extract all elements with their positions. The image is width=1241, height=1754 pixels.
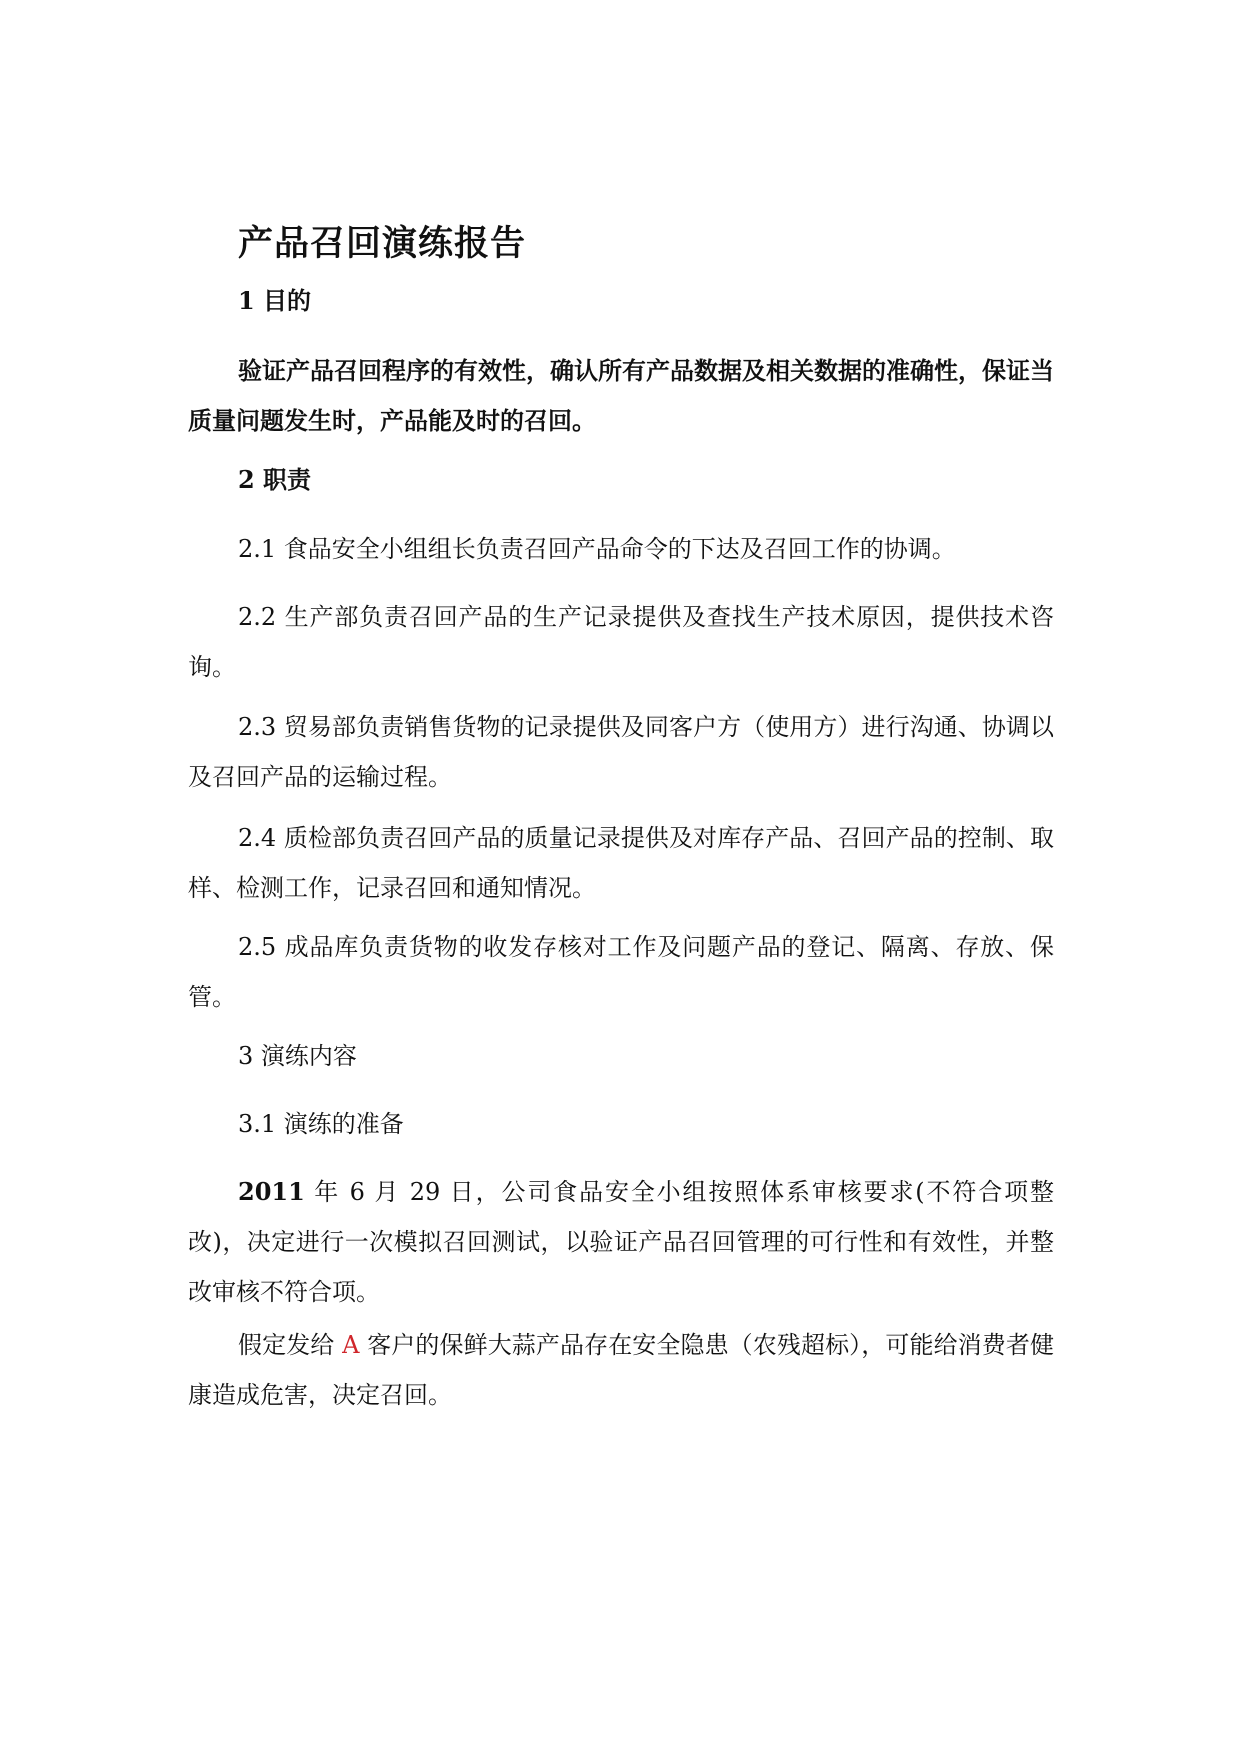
duty-item-2-4: 2.4 质检部负责召回产品的质量记录提供及对库存产品、召回产品的控制、取样、检测工作，记录召回和通知情况。 bbox=[188, 824, 1054, 902]
preparation-paragraph bbox=[188, 1167, 1054, 1317]
duty-item-2-1: 2.1 食品安全小组组长负责召回产品命令的下达及召回工作的协调。 bbox=[238, 535, 956, 563]
client-highlight: A bbox=[342, 1331, 360, 1359]
section-3-heading: 3 演练内容 bbox=[238, 1042, 357, 1070]
preparation-year: 2011 bbox=[238, 1177, 305, 1206]
scenario-text-after: 客户的保鲜大蒜产品存在安全隐患（农残超标），可能给消费者健康造成危害，决定召回。 bbox=[188, 1331, 1054, 1409]
scenario-paragraph bbox=[188, 1320, 1054, 1420]
duty-item-2-2: 2.2 生产部负责召回产品的生产记录提供及查找生产技术原因，提供技术咨询。 bbox=[188, 603, 1054, 681]
section-1-heading: 1 目的 bbox=[238, 286, 312, 315]
document-title: 产品召回演练报告 bbox=[238, 223, 527, 264]
scenario-text-before: 假定发给 bbox=[238, 1331, 343, 1359]
duty-item-2-3: 2.3 贸易部负责销售货物的记录提供及同客户方（使用方）进行沟通、协调以及召回产品的运输过程。 bbox=[188, 713, 1054, 791]
document-page bbox=[188, 0, 1054, 1754]
section-3-1-heading: 3.1 演练的准备 bbox=[238, 1110, 404, 1138]
section-2-heading: 2 职责 bbox=[238, 465, 312, 494]
preparation-text: 年 6 月 29 日，公司食品安全小组按照体系审核要求(不符合项整改)，决定进行一次模拟召回测试，以验证产品召回管理的可行性和有效性，并整改审核不符合项。 bbox=[188, 1178, 1054, 1306]
duty-item-2-5: 2.5 成品库负责货物的收发存核对工作及问题产品的登记、隔离、存放、保管。 bbox=[188, 933, 1054, 1011]
section-1-body: 验证产品召回程序的有效性，确认所有产品数据及相关数据的准确性，保证当质量问题发生时，产品能及时的召回。 bbox=[188, 356, 1054, 435]
